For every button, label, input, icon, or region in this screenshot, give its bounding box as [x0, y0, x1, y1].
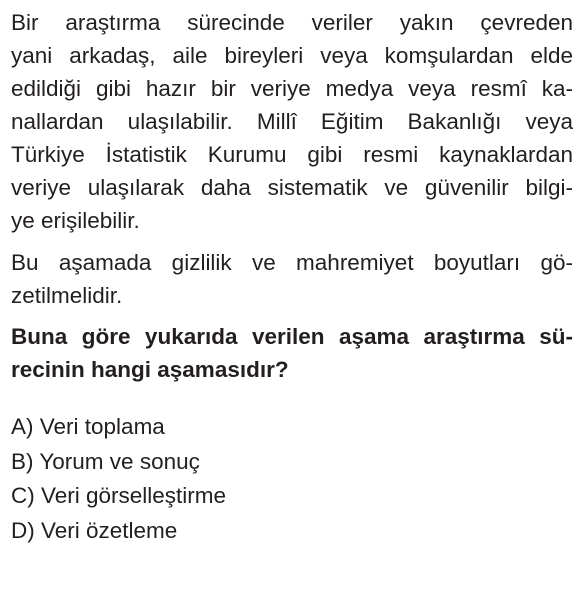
option-d[interactable]: D) Veri özetleme [11, 517, 178, 543]
question-line: Buna göre yukarıda verilen aşama araştırma sü- [11, 324, 573, 349]
passage-line: veriye ulaşılarak daha sistematik ve güvenilir bilgi- [11, 175, 573, 200]
passage-line: zetilmelidir. [11, 283, 123, 308]
option-c[interactable]: C) Veri görselleştirme [11, 483, 227, 508]
passage-line: Bu aşamada gizlilik ve mahremiyet boyutları gö- [11, 250, 573, 275]
passage-line: Türkiye İstatistik Kurumu gibi resmi kaynaklardan [11, 142, 573, 167]
passage-line: edildiği gibi hazır bir veriye medya veya resmî ka- [11, 76, 573, 101]
question-page [11, 6, 573, 548]
option-a[interactable]: A) Veri toplama [11, 414, 165, 439]
passage-line: yani arkadaş, aile bireyleri veya komşulardan elde [11, 43, 573, 68]
question-stem [11, 320, 573, 386]
passage-line: Bir araştırma sürecinde veriler yakın çevreden [11, 10, 573, 35]
passage-paragraph-2 [11, 246, 573, 312]
passage-line: ye erişilebilir. [11, 208, 140, 233]
question-line: recinin hangi aşamasıdır? [11, 357, 289, 382]
option-b[interactable]: B) Yorum ve sonuç [11, 448, 200, 474]
passage-paragraph-1 [11, 6, 573, 237]
passage-line: nallardan ulaşılabilir. Millî Eğitim Bakanlığı veya [11, 109, 573, 134]
answer-options [11, 410, 573, 548]
